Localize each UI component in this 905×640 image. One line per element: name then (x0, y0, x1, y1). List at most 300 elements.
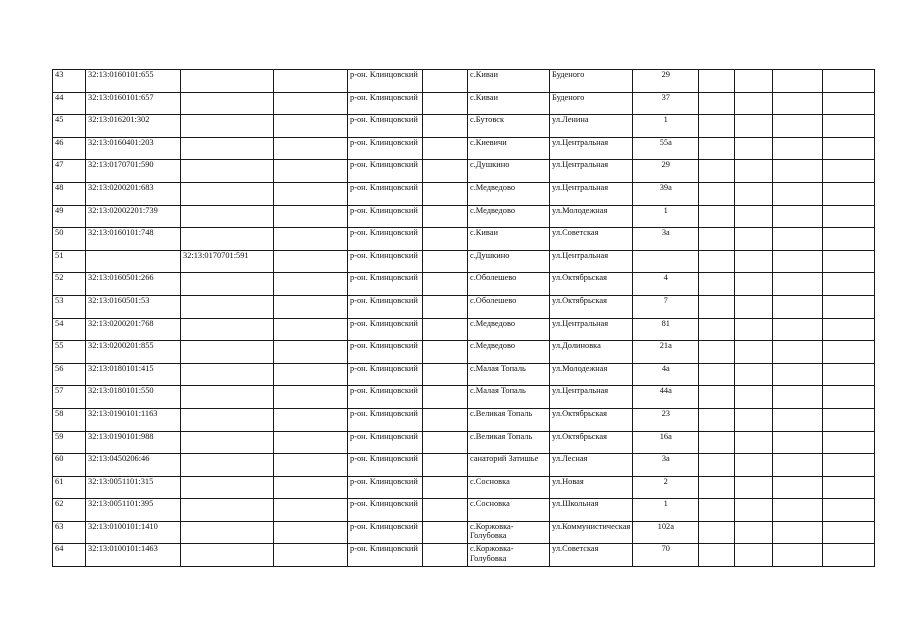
district-cell: р-он. Клинцовский (348, 92, 423, 115)
row-number-cell: 61 (53, 476, 86, 499)
house-number-cell: 70 (633, 544, 699, 567)
empty-cell (274, 160, 348, 183)
house-number-cell: 1 (633, 205, 699, 228)
empty-cell (699, 115, 735, 138)
settlement-cell: с.Бутовск (468, 115, 550, 138)
cadastral-number-alt-cell (181, 408, 274, 431)
street-cell: ул.Центральная (550, 250, 633, 273)
settlement-cell: с.Киваи (468, 228, 550, 251)
street-cell: ул.Молодежная (550, 363, 633, 386)
house-number-cell: 44а (633, 386, 699, 409)
empty-cell (423, 295, 468, 318)
street-cell: ул.Центральная (550, 182, 633, 205)
empty-cell (423, 160, 468, 183)
empty-cell (274, 341, 348, 364)
house-number-cell: 37 (633, 92, 699, 115)
row-number-cell: 46 (53, 137, 86, 160)
empty-cell (773, 521, 823, 544)
cadastral-number-cell: 32:13:0051101:395 (86, 499, 181, 522)
empty-cell (773, 476, 823, 499)
house-number-cell: 2 (633, 476, 699, 499)
cadastral-number-alt-cell (181, 431, 274, 454)
row-number-cell: 49 (53, 205, 86, 228)
empty-cell (699, 318, 735, 341)
house-number-cell: 102а (633, 521, 699, 544)
street-cell: ул.Ленина (550, 115, 633, 138)
cadastral-number-cell: 32:13:0180101:550 (86, 386, 181, 409)
house-number-cell: 7 (633, 295, 699, 318)
district-cell: р-он. Клинцовский (348, 295, 423, 318)
empty-cell (735, 160, 773, 183)
empty-cell (423, 228, 468, 251)
house-number-cell: 21а (633, 341, 699, 364)
empty-cell (423, 250, 468, 273)
street-cell: ул.Школьная (550, 499, 633, 522)
district-cell: р-он. Клинцовский (348, 341, 423, 364)
empty-cell (823, 137, 875, 160)
row-number-cell: 53 (53, 295, 86, 318)
street-cell: ул.Центральная (550, 318, 633, 341)
cadastral-number-cell: 32:13:0100101:1463 (86, 544, 181, 567)
settlement-cell: с.Великая Топаль (468, 431, 550, 454)
empty-cell (274, 454, 348, 477)
empty-cell (274, 318, 348, 341)
empty-cell (699, 476, 735, 499)
table-row (53, 341, 875, 364)
empty-cell (274, 499, 348, 522)
empty-cell (274, 363, 348, 386)
empty-cell (274, 205, 348, 228)
empty-cell (423, 454, 468, 477)
table-row (53, 431, 875, 454)
empty-cell (823, 476, 875, 499)
empty-cell (423, 205, 468, 228)
settlement-cell: с.Медведово (468, 182, 550, 205)
empty-cell (735, 454, 773, 477)
cadastral-number-cell: 32:13:0160501:53 (86, 295, 181, 318)
empty-cell (735, 521, 773, 544)
settlement-cell: с.Киевичи (468, 137, 550, 160)
empty-cell (274, 386, 348, 409)
cadastral-number-cell: 32:13:0200201:855 (86, 341, 181, 364)
empty-cell (773, 544, 823, 567)
empty-cell (735, 115, 773, 138)
empty-cell (773, 341, 823, 364)
street-cell: ул.Октябрьская (550, 408, 633, 431)
cadastral-number-alt-cell (181, 182, 274, 205)
empty-cell (773, 250, 823, 273)
cadastral-number-cell: 32:13:0190101:988 (86, 431, 181, 454)
empty-cell (823, 431, 875, 454)
cadastral-number-alt-cell: 32:13:0170701:591 (181, 250, 274, 273)
empty-cell (423, 499, 468, 522)
cadastral-number-alt-cell (181, 363, 274, 386)
empty-cell (735, 363, 773, 386)
row-number-cell: 52 (53, 273, 86, 296)
empty-cell (823, 454, 875, 477)
cadastral-number-alt-cell (181, 386, 274, 409)
empty-cell (823, 92, 875, 115)
settlement-cell: с.Киваи (468, 92, 550, 115)
street-cell: ул.Октябрьская (550, 295, 633, 318)
cadastral-number-alt-cell (181, 499, 274, 522)
empty-cell (735, 386, 773, 409)
district-cell: р-он. Клинцовский (348, 70, 423, 93)
table-row (53, 228, 875, 251)
cadastral-number-cell: 32:13:02002201:739 (86, 205, 181, 228)
house-number-cell: 3а (633, 228, 699, 251)
street-cell: ул.Центральная (550, 137, 633, 160)
empty-cell (699, 137, 735, 160)
empty-cell (699, 182, 735, 205)
empty-cell (773, 273, 823, 296)
cadastral-number-alt-cell (181, 205, 274, 228)
settlement-cell: санаторий Затишье (468, 454, 550, 477)
table-row (53, 295, 875, 318)
table-row (53, 521, 875, 544)
empty-cell (773, 499, 823, 522)
street-cell: ул.Долиновка (550, 341, 633, 364)
cadastral-number-cell: 32:13:0200201:683 (86, 182, 181, 205)
house-number-cell (633, 250, 699, 273)
table-row (53, 476, 875, 499)
district-cell: р-он. Клинцовский (348, 544, 423, 567)
empty-cell (823, 250, 875, 273)
settlement-cell: с.Душкино (468, 250, 550, 273)
empty-cell (823, 228, 875, 251)
empty-cell (735, 499, 773, 522)
empty-cell (423, 408, 468, 431)
empty-cell (699, 205, 735, 228)
empty-cell (773, 363, 823, 386)
empty-cell (773, 318, 823, 341)
row-number-cell: 43 (53, 70, 86, 93)
empty-cell (423, 92, 468, 115)
district-cell: р-он. Клинцовский (348, 476, 423, 499)
empty-cell (699, 273, 735, 296)
cadastral-number-cell: 32:13:0180101:415 (86, 363, 181, 386)
settlement-cell: с.Оболешево (468, 273, 550, 296)
empty-cell (423, 137, 468, 160)
settlement-cell: с.Душкино (468, 160, 550, 183)
empty-cell (699, 454, 735, 477)
empty-cell (274, 182, 348, 205)
house-number-cell: 4 (633, 273, 699, 296)
empty-cell (699, 499, 735, 522)
settlement-cell: с.Медведово (468, 205, 550, 228)
empty-cell (699, 363, 735, 386)
empty-cell (274, 544, 348, 567)
empty-cell (823, 160, 875, 183)
house-number-cell: 81 (633, 318, 699, 341)
row-number-cell: 51 (53, 250, 86, 273)
empty-cell (735, 205, 773, 228)
settlement-cell: с.Медведово (468, 341, 550, 364)
district-cell: р-он. Клинцовский (348, 228, 423, 251)
cadastral-number-cell: 32:13:0051101:315 (86, 476, 181, 499)
empty-cell (823, 273, 875, 296)
empty-cell (699, 160, 735, 183)
table-row (53, 92, 875, 115)
cadastral-number-alt-cell (181, 295, 274, 318)
empty-cell (274, 476, 348, 499)
empty-cell (423, 182, 468, 205)
empty-cell (699, 386, 735, 409)
street-cell: ул.Советская (550, 228, 633, 251)
empty-cell (773, 228, 823, 251)
house-number-cell: 4а (633, 363, 699, 386)
cadastral-number-alt-cell (181, 476, 274, 499)
row-number-cell: 64 (53, 544, 86, 567)
table-row (53, 137, 875, 160)
empty-cell (735, 318, 773, 341)
street-cell: ул.Октябрьская (550, 431, 633, 454)
house-number-cell: 55а (633, 137, 699, 160)
street-cell: Буденого (550, 70, 633, 93)
cadastral-number-cell: 32:13:016201:302 (86, 115, 181, 138)
district-cell: р-он. Клинцовский (348, 318, 423, 341)
cadastral-number-cell: 32:13:0170701:590 (86, 160, 181, 183)
street-cell: ул.Центральная (550, 160, 633, 183)
empty-cell (274, 70, 348, 93)
empty-cell (735, 295, 773, 318)
cadastral-number-alt-cell (181, 521, 274, 544)
settlement-cell: с.Коржовка-Голубовка (468, 521, 550, 544)
empty-cell (735, 273, 773, 296)
cadastral-number-alt-cell (181, 115, 274, 138)
empty-cell (274, 250, 348, 273)
empty-cell (773, 182, 823, 205)
table-row (53, 115, 875, 138)
empty-cell (773, 160, 823, 183)
street-cell: ул.Новая (550, 476, 633, 499)
settlement-cell: с.Сосновка (468, 476, 550, 499)
empty-cell (274, 431, 348, 454)
empty-cell (423, 431, 468, 454)
street-cell: ул.Молодежная (550, 205, 633, 228)
row-number-cell: 45 (53, 115, 86, 138)
street-cell: ул.Советская (550, 544, 633, 567)
table-row (53, 182, 875, 205)
table-row (53, 273, 875, 296)
cadastral-number-cell: 32:13:0450206:46 (86, 454, 181, 477)
street-cell: ул.Коммунистическая (550, 521, 633, 544)
empty-cell (773, 115, 823, 138)
row-number-cell: 56 (53, 363, 86, 386)
district-cell: р-он. Клинцовский (348, 408, 423, 431)
empty-cell (423, 318, 468, 341)
empty-cell (823, 544, 875, 567)
empty-cell (423, 544, 468, 567)
district-cell: р-он. Клинцовский (348, 521, 423, 544)
settlement-cell: с.Медведово (468, 318, 550, 341)
row-number-cell: 58 (53, 408, 86, 431)
row-number-cell: 55 (53, 341, 86, 364)
settlement-cell: с.Малая Топаль (468, 386, 550, 409)
district-cell: р-он. Клинцовский (348, 182, 423, 205)
cadastral-number-cell: 32:13:0100101:1410 (86, 521, 181, 544)
empty-cell (423, 521, 468, 544)
empty-cell (423, 115, 468, 138)
district-cell: р-он. Клинцовский (348, 160, 423, 183)
cadastral-number-alt-cell (181, 228, 274, 251)
street-cell: ул.Центральная (550, 386, 633, 409)
empty-cell (274, 115, 348, 138)
table-row (53, 499, 875, 522)
house-number-cell: 39а (633, 182, 699, 205)
house-number-cell: 1 (633, 115, 699, 138)
row-number-cell: 60 (53, 454, 86, 477)
settlement-cell: с.Оболешево (468, 295, 550, 318)
row-number-cell: 54 (53, 318, 86, 341)
empty-cell (735, 431, 773, 454)
table-row (53, 160, 875, 183)
cadastral-number-alt-cell (181, 70, 274, 93)
district-cell: р-он. Клинцовский (348, 386, 423, 409)
cadastral-number-cell: 32:13:0160401:203 (86, 137, 181, 160)
table-row (53, 386, 875, 409)
empty-cell (274, 273, 348, 296)
empty-cell (699, 228, 735, 251)
empty-cell (773, 408, 823, 431)
table-row (53, 363, 875, 386)
settlement-cell: с.Сосновка (468, 499, 550, 522)
cadastral-number-cell: 32:13:0160101:748 (86, 228, 181, 251)
empty-cell (423, 341, 468, 364)
table-row (53, 544, 875, 567)
empty-cell (773, 92, 823, 115)
cadastral-number-cell: 32:13:0160101:657 (86, 92, 181, 115)
house-number-cell: 3а (633, 454, 699, 477)
row-number-cell: 59 (53, 431, 86, 454)
table-row (53, 454, 875, 477)
empty-cell (735, 544, 773, 567)
empty-cell (773, 205, 823, 228)
district-cell: р-он. Клинцовский (348, 431, 423, 454)
empty-cell (699, 341, 735, 364)
table-row (53, 70, 875, 93)
cadastral-number-alt-cell (181, 318, 274, 341)
table-row (53, 205, 875, 228)
house-number-cell: 16а (633, 431, 699, 454)
empty-cell (423, 273, 468, 296)
empty-cell (773, 431, 823, 454)
table-row (53, 250, 875, 273)
cadastral-number-cell (86, 250, 181, 273)
district-cell: р-он. Клинцовский (348, 499, 423, 522)
district-cell: р-он. Клинцовский (348, 454, 423, 477)
empty-cell (735, 476, 773, 499)
empty-cell (823, 521, 875, 544)
settlement-cell: с.Коржовка-Голубовка (468, 544, 550, 567)
row-number-cell: 57 (53, 386, 86, 409)
empty-cell (699, 295, 735, 318)
cadastral-number-alt-cell (181, 92, 274, 115)
cadastral-number-cell: 32:13:0200201:768 (86, 318, 181, 341)
settlement-cell: с.Киваи (468, 70, 550, 93)
empty-cell (823, 408, 875, 431)
empty-cell (423, 363, 468, 386)
empty-cell (699, 408, 735, 431)
cadastral-number-alt-cell (181, 273, 274, 296)
table-row (53, 318, 875, 341)
cadastral-number-cell: 32:13:0160501:266 (86, 273, 181, 296)
empty-cell (735, 92, 773, 115)
house-number-cell: 23 (633, 408, 699, 431)
empty-cell (823, 318, 875, 341)
empty-cell (274, 408, 348, 431)
empty-cell (274, 92, 348, 115)
empty-cell (735, 408, 773, 431)
district-cell: р-он. Клинцовский (348, 115, 423, 138)
empty-cell (773, 386, 823, 409)
empty-cell (823, 386, 875, 409)
house-number-cell: 29 (633, 70, 699, 93)
empty-cell (773, 295, 823, 318)
cadastral-number-cell: 32:13:0160101:655 (86, 70, 181, 93)
empty-cell (823, 70, 875, 93)
empty-cell (699, 521, 735, 544)
district-cell: р-он. Клинцовский (348, 205, 423, 228)
street-cell: Буденого (550, 92, 633, 115)
empty-cell (274, 521, 348, 544)
empty-cell (423, 386, 468, 409)
street-cell: ул.Лесная (550, 454, 633, 477)
empty-cell (699, 431, 735, 454)
empty-cell (274, 228, 348, 251)
empty-cell (823, 363, 875, 386)
settlement-cell: с.Малая Топаль (468, 363, 550, 386)
empty-cell (823, 205, 875, 228)
cadastral-number-alt-cell (181, 341, 274, 364)
empty-cell (699, 250, 735, 273)
empty-cell (823, 182, 875, 205)
empty-cell (735, 70, 773, 93)
empty-cell (823, 115, 875, 138)
district-cell: р-он. Клинцовский (348, 250, 423, 273)
cadastral-number-alt-cell (181, 544, 274, 567)
cadastral-number-cell: 32:13:0190101:1163 (86, 408, 181, 431)
row-number-cell: 44 (53, 92, 86, 115)
row-number-cell: 50 (53, 228, 86, 251)
empty-cell (735, 250, 773, 273)
house-number-cell: 29 (633, 160, 699, 183)
cadastral-number-alt-cell (181, 160, 274, 183)
street-cell: ул.Октябрьская (550, 273, 633, 296)
district-cell: р-он. Клинцовский (348, 137, 423, 160)
empty-cell (735, 182, 773, 205)
house-number-cell: 1 (633, 499, 699, 522)
cadastral-number-alt-cell (181, 137, 274, 160)
empty-cell (735, 228, 773, 251)
empty-cell (735, 137, 773, 160)
empty-cell (823, 499, 875, 522)
empty-cell (823, 295, 875, 318)
row-number-cell: 62 (53, 499, 86, 522)
empty-cell (735, 341, 773, 364)
empty-cell (274, 295, 348, 318)
empty-cell (699, 70, 735, 93)
empty-cell (823, 341, 875, 364)
row-number-cell: 63 (53, 521, 86, 544)
empty-cell (773, 137, 823, 160)
cadastral-number-alt-cell (181, 454, 274, 477)
district-cell: р-он. Клинцовский (348, 363, 423, 386)
empty-cell (699, 544, 735, 567)
empty-cell (773, 454, 823, 477)
empty-cell (274, 137, 348, 160)
table-row (53, 408, 875, 431)
